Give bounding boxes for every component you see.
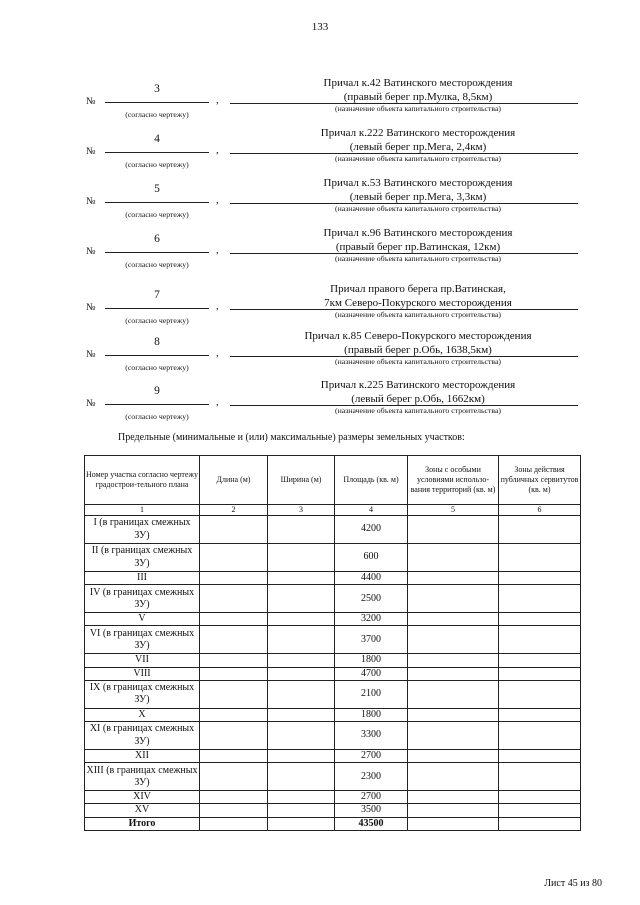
cell-servitude-zones bbox=[499, 516, 581, 544]
object-description-line2: (левый берег пр.Мега, 3,3км) bbox=[349, 191, 487, 203]
cell-special-zones bbox=[408, 708, 499, 721]
cell-area: 600 bbox=[335, 544, 408, 572]
index-cell: 1 bbox=[85, 505, 200, 516]
entry-3 bbox=[0, 76, 640, 126]
table-row bbox=[85, 763, 581, 791]
cell-area: 3500 bbox=[335, 804, 408, 817]
table-row bbox=[85, 544, 581, 572]
cell-special-zones bbox=[408, 654, 499, 667]
cell-width bbox=[268, 804, 335, 817]
entry-number: 8 bbox=[154, 336, 160, 348]
cell-length bbox=[200, 791, 268, 804]
cell-width bbox=[268, 680, 335, 708]
cell-servitude-zones bbox=[499, 667, 581, 680]
entry-8 bbox=[0, 329, 640, 379]
cell-length bbox=[200, 817, 268, 830]
comma: , bbox=[216, 144, 219, 156]
entry-7 bbox=[0, 282, 640, 332]
cell-plot-number: IV (в границах смежных ЗУ) bbox=[85, 585, 200, 613]
description-caption: (назначение объекта капитального строительства) bbox=[334, 204, 502, 213]
cell-special-zones bbox=[408, 791, 499, 804]
table-caption: Предельные (минимальные и (или) максимальные) размеры земельных участков: bbox=[118, 432, 465, 443]
table-header-row bbox=[85, 456, 581, 505]
cell-servitude-zones bbox=[499, 680, 581, 708]
entry-4 bbox=[0, 126, 640, 176]
cell-plot-number: Итого bbox=[85, 817, 200, 830]
description-caption: (назначение объекта капитального строительства) bbox=[334, 357, 502, 366]
table-row bbox=[85, 680, 581, 708]
cell-width bbox=[268, 750, 335, 763]
description-caption: (назначение объекта капитального строительства) bbox=[334, 154, 502, 163]
table-row bbox=[85, 516, 581, 544]
cell-width bbox=[268, 544, 335, 572]
cell-special-zones bbox=[408, 763, 499, 791]
cell-plot-number: VI (в границах смежных ЗУ) bbox=[85, 626, 200, 654]
description-caption: (назначение объекта капитального строительства) bbox=[334, 104, 502, 113]
index-cell: 5 bbox=[408, 505, 499, 516]
index-cell: 4 bbox=[335, 505, 408, 516]
index-cell: 2 bbox=[200, 505, 268, 516]
cell-width bbox=[268, 654, 335, 667]
entry-number: 9 bbox=[154, 385, 160, 397]
cell-area: 2700 bbox=[335, 791, 408, 804]
cell-servitude-zones bbox=[499, 722, 581, 750]
cell-servitude-zones bbox=[499, 708, 581, 721]
cell-special-zones bbox=[408, 626, 499, 654]
cell-special-zones bbox=[408, 613, 499, 626]
number-underline bbox=[105, 152, 209, 153]
object-description-line2: (левый берег пр.Мега, 2,4км) bbox=[349, 141, 487, 153]
header-length: Длина (м) bbox=[200, 456, 268, 505]
cell-length bbox=[200, 544, 268, 572]
table-row bbox=[85, 791, 581, 804]
cell-plot-number: XIV bbox=[85, 791, 200, 804]
entry-5 bbox=[0, 176, 640, 226]
cell-width bbox=[268, 572, 335, 585]
plots-table bbox=[84, 455, 581, 831]
cell-servitude-zones bbox=[499, 654, 581, 667]
number-caption: (согласно чертежу) bbox=[125, 363, 189, 372]
cell-special-zones bbox=[408, 572, 499, 585]
number-caption: (согласно чертежу) bbox=[125, 110, 189, 119]
cell-length bbox=[200, 708, 268, 721]
cell-special-zones bbox=[408, 817, 499, 830]
cell-length bbox=[200, 750, 268, 763]
cell-length bbox=[200, 585, 268, 613]
object-description-line1: Причал к.225 Ватинского месторождения bbox=[320, 379, 516, 391]
number-caption: (согласно чертежу) bbox=[125, 316, 189, 325]
table-row bbox=[85, 708, 581, 721]
table-row bbox=[85, 804, 581, 817]
cell-area: 2700 bbox=[335, 750, 408, 763]
table-row bbox=[85, 626, 581, 654]
cell-plot-number: XII bbox=[85, 750, 200, 763]
cell-area: 2500 bbox=[335, 585, 408, 613]
object-description-line1: Причал к.53 Ватинского месторождения bbox=[323, 177, 513, 189]
cell-servitude-zones bbox=[499, 750, 581, 763]
number-underline bbox=[105, 355, 209, 356]
cell-plot-number: V bbox=[85, 613, 200, 626]
cell-plot-number: I (в границах смежных ЗУ) bbox=[85, 516, 200, 544]
table-row bbox=[85, 750, 581, 763]
cell-width bbox=[268, 763, 335, 791]
table-row bbox=[85, 585, 581, 613]
cell-plot-number: III bbox=[85, 572, 200, 585]
number-underline bbox=[105, 202, 209, 203]
cell-special-zones bbox=[408, 722, 499, 750]
cell-servitude-zones bbox=[499, 544, 581, 572]
cell-plot-number: VII bbox=[85, 654, 200, 667]
cell-length bbox=[200, 763, 268, 791]
cell-area: 4400 bbox=[335, 572, 408, 585]
number-caption: (согласно чертежу) bbox=[125, 412, 189, 421]
number-underline bbox=[105, 308, 209, 309]
cell-special-zones bbox=[408, 750, 499, 763]
entry-6 bbox=[0, 226, 640, 276]
description-caption: (назначение объекта капитального строительства) bbox=[334, 310, 502, 319]
cell-length bbox=[200, 516, 268, 544]
cell-width bbox=[268, 722, 335, 750]
cell-area: 3700 bbox=[335, 626, 408, 654]
comma: , bbox=[216, 300, 219, 312]
table-body bbox=[85, 516, 581, 831]
page-number: 133 bbox=[311, 21, 329, 33]
cell-width bbox=[268, 613, 335, 626]
number-caption: (согласно чертежу) bbox=[125, 210, 189, 219]
number-caption: (согласно чертежу) bbox=[125, 160, 189, 169]
table-total-row bbox=[85, 817, 581, 830]
cell-length bbox=[200, 680, 268, 708]
cell-servitude-zones bbox=[499, 572, 581, 585]
index-cell: 3 bbox=[268, 505, 335, 516]
cell-special-zones bbox=[408, 804, 499, 817]
number-underline bbox=[105, 404, 209, 405]
cell-width bbox=[268, 817, 335, 830]
number-underline bbox=[105, 252, 209, 253]
cell-length bbox=[200, 626, 268, 654]
cell-servitude-zones bbox=[499, 791, 581, 804]
cell-area: 3300 bbox=[335, 722, 408, 750]
table-row bbox=[85, 613, 581, 626]
cell-plot-number: XI (в границах смежных ЗУ) bbox=[85, 722, 200, 750]
cell-length bbox=[200, 572, 268, 585]
cell-width bbox=[268, 667, 335, 680]
number-sign: № bbox=[86, 196, 96, 207]
object-description-line2: 7км Северо-Покурского месторождения bbox=[324, 297, 512, 309]
object-description-line1: Причал к.222 Ватинского месторождения bbox=[320, 127, 516, 139]
description-caption: (назначение объекта капитального строительства) bbox=[334, 406, 502, 415]
comma: , bbox=[216, 396, 219, 408]
cell-length bbox=[200, 722, 268, 750]
object-description-line1: Причал к.96 Ватинского месторождения bbox=[323, 227, 513, 239]
cell-width bbox=[268, 516, 335, 544]
cell-servitude-zones bbox=[499, 585, 581, 613]
header-servitude-zones: Зоны действия публичных сервитутов (кв. м) bbox=[499, 456, 581, 505]
cell-width bbox=[268, 708, 335, 721]
cell-area: 1800 bbox=[335, 708, 408, 721]
header-plot-number: Номер участка согласно чертежу градострои-тельного плана bbox=[85, 456, 200, 505]
object-description-line1: Причал к.42 Ватинского месторождения bbox=[323, 77, 513, 89]
description-caption: (назначение объекта капитального строительства) bbox=[334, 254, 502, 263]
entry-number: 6 bbox=[154, 233, 160, 245]
number-sign: № bbox=[86, 246, 96, 257]
header-area: Площадь (кв. м) bbox=[335, 456, 408, 505]
cell-plot-number: II (в границах смежных ЗУ) bbox=[85, 544, 200, 572]
cell-length bbox=[200, 654, 268, 667]
cell-special-zones bbox=[408, 544, 499, 572]
cell-width bbox=[268, 626, 335, 654]
cell-special-zones bbox=[408, 516, 499, 544]
number-sign: № bbox=[86, 302, 96, 313]
comma: , bbox=[216, 244, 219, 256]
cell-plot-number: XV bbox=[85, 804, 200, 817]
number-sign: № bbox=[86, 96, 96, 107]
cell-area: 2100 bbox=[335, 680, 408, 708]
index-cell: 6 bbox=[499, 505, 581, 516]
cell-length bbox=[200, 613, 268, 626]
cell-special-zones bbox=[408, 585, 499, 613]
cell-width bbox=[268, 585, 335, 613]
cell-servitude-zones bbox=[499, 804, 581, 817]
object-description-line1: Причал правого берега пр.Ватинская, bbox=[330, 283, 506, 295]
cell-length bbox=[200, 667, 268, 680]
cell-servitude-zones bbox=[499, 626, 581, 654]
object-description-line1: Причал к.85 Северо-Покурского месторождения bbox=[304, 330, 532, 342]
number-caption: (согласно чертежу) bbox=[125, 260, 189, 269]
cell-length bbox=[200, 804, 268, 817]
cell-area: 4200 bbox=[335, 516, 408, 544]
comma: , bbox=[216, 94, 219, 106]
cell-area: 1800 bbox=[335, 654, 408, 667]
object-description-line2: (правый берег р.Обь, 1638,5км) bbox=[344, 344, 492, 356]
header-width: Ширина (м) bbox=[268, 456, 335, 505]
header-special-zones: Зоны с особыми условиями использо-вания территорий (кв. м) bbox=[408, 456, 499, 505]
entry-number: 5 bbox=[154, 183, 160, 195]
cell-plot-number: XIII (в границах смежных ЗУ) bbox=[85, 763, 200, 791]
comma: , bbox=[216, 347, 219, 359]
object-description-line2: (правый берег пр.Мулка, 8,5км) bbox=[343, 91, 493, 103]
entry-number: 4 bbox=[154, 133, 160, 145]
cell-area: 4700 bbox=[335, 667, 408, 680]
object-description-line2: (левый берег р.Обь, 1662км) bbox=[351, 393, 485, 405]
entry-9 bbox=[0, 378, 640, 428]
cell-area: 2300 bbox=[335, 763, 408, 791]
cell-area: 3200 bbox=[335, 613, 408, 626]
cell-width bbox=[268, 791, 335, 804]
cell-servitude-zones bbox=[499, 763, 581, 791]
sheet-footer: Лист 45 из 80 bbox=[544, 878, 602, 889]
table-row bbox=[85, 572, 581, 585]
number-underline bbox=[105, 102, 209, 103]
cell-plot-number: X bbox=[85, 708, 200, 721]
entry-number: 3 bbox=[154, 83, 160, 95]
cell-area: 43500 bbox=[335, 817, 408, 830]
table-row bbox=[85, 667, 581, 680]
cell-special-zones bbox=[408, 667, 499, 680]
number-sign: № bbox=[86, 398, 96, 409]
comma: , bbox=[216, 194, 219, 206]
cell-plot-number: VIII bbox=[85, 667, 200, 680]
entry-number: 7 bbox=[154, 289, 160, 301]
cell-servitude-zones bbox=[499, 817, 581, 830]
cell-special-zones bbox=[408, 680, 499, 708]
object-description-line2: (правый берег пр.Ватинская, 12км) bbox=[335, 241, 501, 253]
cell-plot-number: IX (в границах смежных ЗУ) bbox=[85, 680, 200, 708]
cell-servitude-zones bbox=[499, 613, 581, 626]
table-index-row bbox=[85, 505, 581, 516]
number-sign: № bbox=[86, 146, 96, 157]
table-row bbox=[85, 722, 581, 750]
number-sign: № bbox=[86, 349, 96, 360]
table-row bbox=[85, 654, 581, 667]
